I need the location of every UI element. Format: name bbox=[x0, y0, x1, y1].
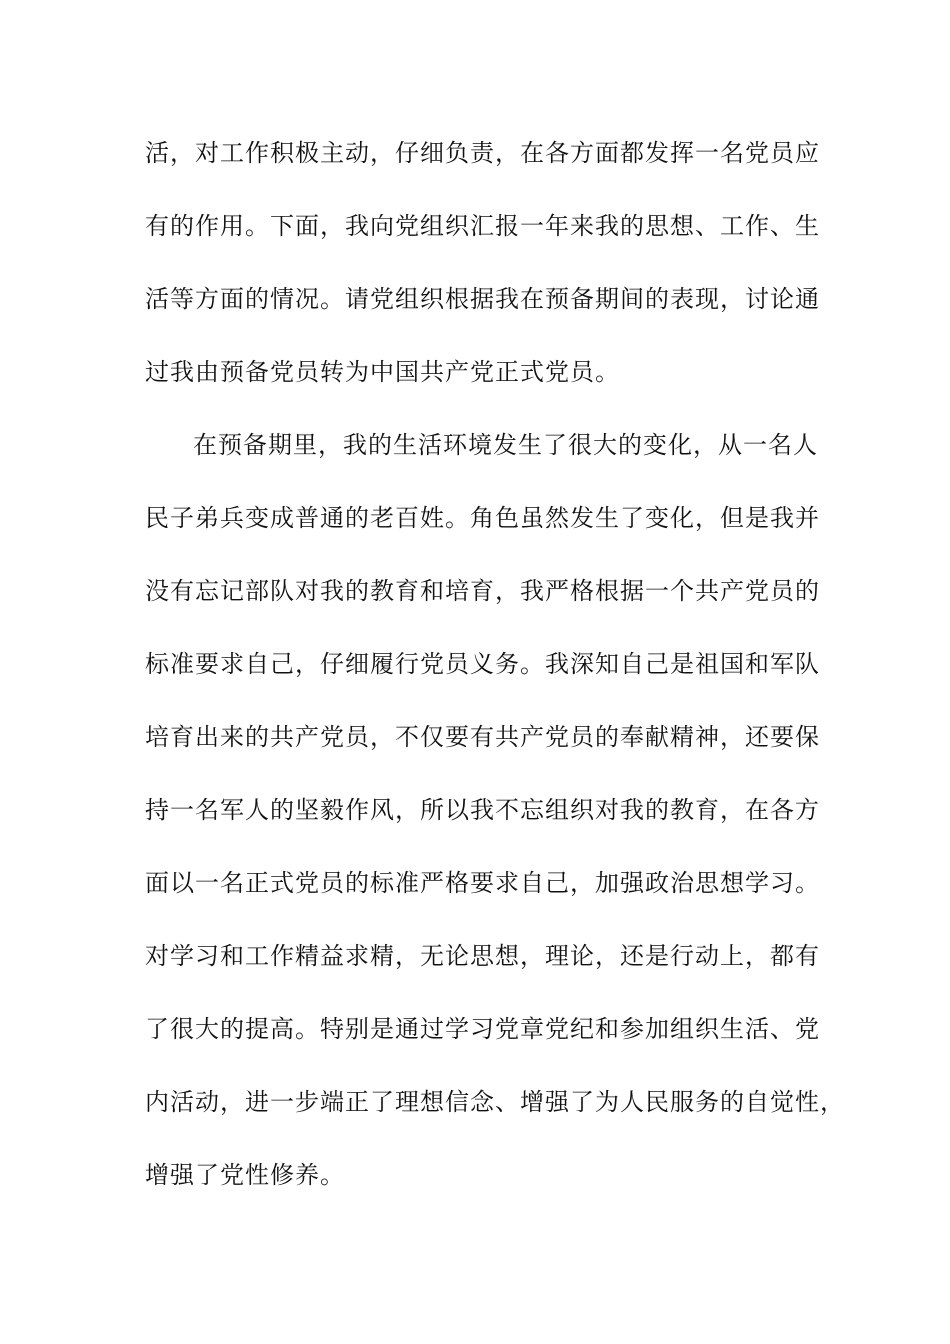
document-text bbox=[145, 117, 845, 1212]
text-line: 在预备期里，我的生活环境发生了很大的变化，从一名人 bbox=[193, 431, 818, 459]
text-line: 有的作用。下面，我向党组织汇报一年来我的思想、工作、生 bbox=[145, 212, 820, 240]
text-line: 民子弟兵变成普通的老百姓。角色虽然发生了变化，但是我并 bbox=[145, 504, 820, 532]
text-line: 增强了党性修养。 bbox=[145, 1161, 345, 1189]
text-line: 过我由预备党员转为中国共产党正式党员。 bbox=[145, 358, 620, 386]
text-line: 了很大的提高。特别是通过学习党章党纪和参加组织生活、党 bbox=[145, 1015, 820, 1043]
text-line: 没有忘记部队对我的教育和培育，我严格根据一个共产党员的 bbox=[145, 577, 820, 605]
text-line: 活等方面的情况。请党组织根据我在预备期间的表现，讨论通 bbox=[145, 285, 820, 313]
text-line: 面以一名正式党员的标准严格要求自己，加强政治思想学习。 bbox=[145, 869, 820, 897]
text-line: 持一名军人的坚毅作风，所以我不忘组织对我的教育，在各方 bbox=[145, 796, 820, 824]
text-line: 培育出来的共产党员，不仅要有共产党员的奉献精神，还要保 bbox=[145, 723, 820, 751]
text-line: 对学习和工作精益求精，无论思想，理论，还是行动上，都有 bbox=[145, 942, 820, 970]
text-line: 活，对工作积极主动，仔细负责，在各方面都发挥一名党员应 bbox=[145, 139, 820, 167]
text-line: 内活动，进一步端正了理想信念、增强了为人民服务的自觉性， bbox=[145, 1088, 845, 1116]
text-line: 标准要求自己，仔细履行党员义务。我深知自己是祖国和军队 bbox=[145, 650, 820, 678]
